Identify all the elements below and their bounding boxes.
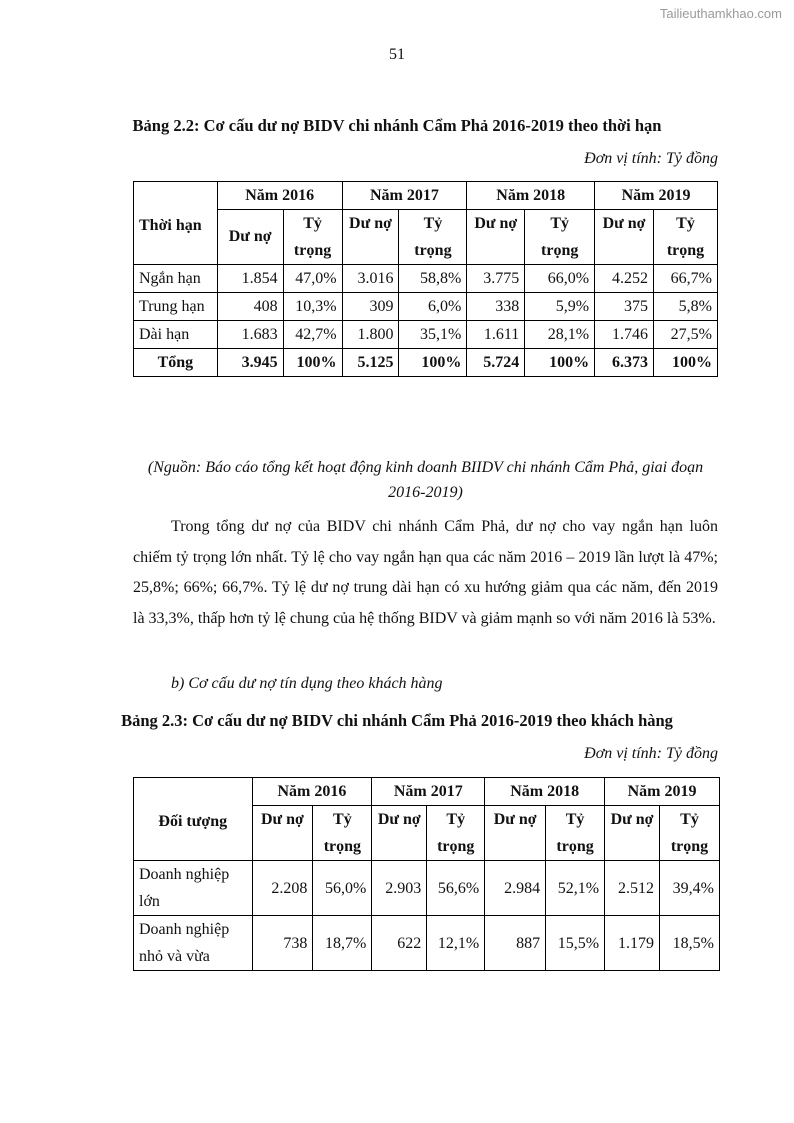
table-cell: 3.945 [217,349,283,377]
subheading: b) Cơ cấu dư nợ tín dụng theo khách hàng [171,675,443,692]
table2-col-ty-trong: Tỷ trọng [660,806,720,861]
table-cell: 6,0% [399,293,467,321]
table-row [134,293,718,321]
table2-col-ty-trong: Tỷ trọng [546,806,605,861]
table-cell: 5,8% [654,293,718,321]
table2-year-2019: Năm 2019 [605,778,720,806]
table-cell: 27,5% [654,321,718,349]
table-cell: 28,1% [525,321,595,349]
table-cell: 1.179 [605,916,660,971]
table-cell: 1.611 [467,321,525,349]
table1-col-ty-trong: Tỷ trọng [654,210,718,265]
table-cell: 35,1% [399,321,467,349]
table2-year-2017: Năm 2017 [372,778,485,806]
table2-year-2016: Năm 2016 [252,778,372,806]
table-cell: 1.800 [342,321,399,349]
table1-year-2017: Năm 2017 [342,182,467,210]
table-cell: 2.984 [485,861,546,916]
table-row [134,321,718,349]
table1-row-header: Thời hạn [134,182,218,265]
table-cell: 10,3% [283,293,342,321]
page-number: 51 [389,46,405,63]
table1-col-ty-trong: Tỷ trọng [525,210,595,265]
table-cell: 887 [485,916,546,971]
table2-row-label: Doanh nghiệp nhỏ và vừa [134,916,253,971]
table1-col-du-no: Dư nợ [217,210,283,265]
table-cell: 5.724 [467,349,525,377]
table1-col-du-no: Dư nợ [595,210,654,265]
table2-col-du-no: Dư nợ [485,806,546,861]
table-cell: 2.512 [605,861,660,916]
table1-col-ty-trong: Tỷ trọng [283,210,342,265]
table2-header-row [134,778,720,806]
table1-col-du-no: Dư nợ [342,210,399,265]
table2-year-2018: Năm 2018 [485,778,605,806]
table2-unit: Đơn vị tính: Tỷ đồng [584,745,718,762]
table1-unit: Đơn vị tính: Tỷ đồng [584,150,718,167]
table-cell: 39,4% [660,861,720,916]
table2 [133,777,720,971]
table-cell: 6.373 [595,349,654,377]
table1-year-2019: Năm 2019 [595,182,718,210]
table-row [134,916,720,971]
table-cell: 4.252 [595,265,654,293]
table-cell: 56,0% [313,861,372,916]
table-cell: 12,1% [427,916,485,971]
table-cell: 100% [525,349,595,377]
table1-header-row [134,182,718,210]
table-cell: 338 [467,293,525,321]
table-cell: 3.016 [342,265,399,293]
table-cell: 1.854 [217,265,283,293]
table-cell: 56,6% [427,861,485,916]
table2-col-ty-trong: Tỷ trọng [313,806,372,861]
table2-col-du-no: Dư nợ [605,806,660,861]
table2-col-du-no: Dư nợ [372,806,427,861]
table-cell: 58,8% [399,265,467,293]
table-cell: 1.746 [595,321,654,349]
table2-row-label: Doanh nghiệp lớn [134,861,253,916]
table-cell: 2.208 [252,861,313,916]
table1-year-2016: Năm 2016 [217,182,342,210]
table-row [134,265,718,293]
table-cell: 375 [595,293,654,321]
table1 [133,181,718,377]
table2-row-header: Đối tượng [134,778,253,861]
table-cell: 47,0% [283,265,342,293]
table-cell: 1.683 [217,321,283,349]
table-cell: 52,1% [546,861,605,916]
table-cell: 3.775 [467,265,525,293]
table1-row-label: Dài hạn [134,321,218,349]
table2-caption: Bảng 2.3: Cơ cấu dư nợ BIDV chi nhánh Cẩm Phả 2016-2019 theo khách hàng [121,711,673,730]
table-cell: 100% [654,349,718,377]
table-row [134,861,720,916]
table-cell: 5.125 [342,349,399,377]
table-cell: 42,7% [283,321,342,349]
table1-year-2018: Năm 2018 [467,182,595,210]
table-cell: 18,5% [660,916,720,971]
table2-col-du-no: Dư nợ [252,806,313,861]
table-cell: 66,7% [654,265,718,293]
table-cell: 2.903 [372,861,427,916]
body-paragraph: Trong tổng dư nợ của BIDV chi nhánh Cẩm Phả, dư nợ cho vay ngắn hạn luôn chiếm tỷ trọng lớn nhất. Tỷ lệ cho vay ngắn hạn qua các năm 2016 – 2019 lần lượt là 47%; 25,8%; 66%; 66,7%. Tỷ lệ dư nợ trung dài hạn có xu hướng giảm qua các năm, đến 2019 là 33,3%, thấp hơn tỷ lệ chung của hệ thống BIDV và giảm mạnh so với năm 2016 là 53%. [133,518,718,627]
table-cell: 15,5% [546,916,605,971]
table1-source: (Nguồn: Báo cáo tổng kết hoạt động kinh doanh BIIDV chi nhánh Cẩm Phả, giai đoạn 2016-2019) [147,459,704,501]
table-cell: 5,9% [525,293,595,321]
table2-col-ty-trong: Tỷ trọng [427,806,485,861]
table-cell: 18,7% [313,916,372,971]
watermark: Tailieuthamkhao.com [659,6,782,21]
table1-row-label: Tổng [134,349,218,377]
table-cell: 66,0% [525,265,595,293]
table1-col-ty-trong: Tỷ trọng [399,210,467,265]
table1-caption: Bảng 2.2: Cơ cấu dư nợ BIDV chi nhánh Cẩm Phả 2016-2019 theo thời hạn [132,116,662,135]
table-cell: 408 [217,293,283,321]
table-cell: 622 [372,916,427,971]
table1-total-row [134,349,718,377]
table1-subheader-row [134,210,718,265]
table-cell: 309 [342,293,399,321]
table1-row-label: Ngắn hạn [134,265,218,293]
table1-col-du-no: Dư nợ [467,210,525,265]
table-cell: 738 [252,916,313,971]
table-cell: 100% [399,349,467,377]
table-cell: 100% [283,349,342,377]
table1-row-label: Trung hạn [134,293,218,321]
